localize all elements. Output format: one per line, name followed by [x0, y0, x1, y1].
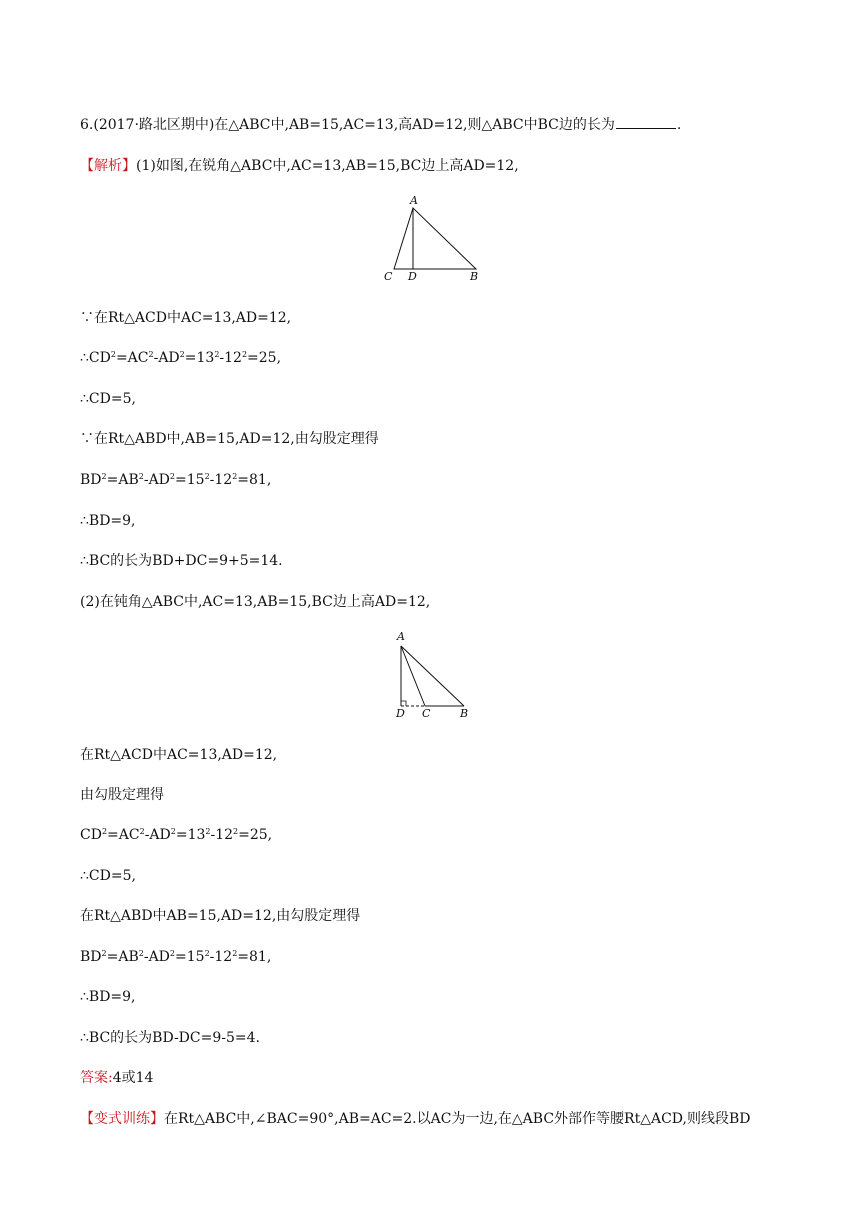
case1-line3: ∴CD=5,	[80, 391, 136, 407]
answer	[80, 1069, 153, 1087]
case1-line5: $BD^2=AB^2-AD^2=15^2-12^2=81$,	[80, 472, 272, 488]
answer-value: 4或14	[112, 1070, 154, 1086]
label-b: B	[470, 270, 479, 283]
label-a: A	[410, 194, 418, 207]
variant-training	[80, 1110, 750, 1128]
case1-line1: ∵在Rt△ACD中AC=13,AD=12,	[80, 310, 292, 326]
problem-text: 6.(2017·路北区期中)在△ABC中,AB=15,AC=13,高AD=12,则△ABC中BC边的长为	[80, 117, 615, 133]
figure-obtuse-triangle	[388, 628, 478, 720]
case2-line3: $CD^2=AC^2-AD^2=13^2-12^2=25$,	[80, 827, 273, 843]
analysis-intro	[80, 157, 519, 175]
triangle-abc	[394, 208, 476, 269]
label-b: B	[460, 707, 469, 720]
variant-text: 在Rt△ABC中,∠BAC=90°,AB=AC=2.以AC为一边,在△ABC外部作等腰Rt△ACD,则线段BD	[164, 1111, 751, 1127]
problem-statement	[80, 116, 681, 134]
case2-line5: 在Rt△ABD中AB=15,AD=12,由勾股定理得	[80, 908, 361, 924]
label-d: D	[396, 707, 405, 720]
case2-line2: 由勾股定理得	[80, 787, 164, 803]
label-c: C	[384, 270, 393, 283]
label-a: A	[397, 630, 405, 643]
case2-line7: ∴BD=9,	[80, 989, 136, 1005]
figure-acute-triangle	[380, 192, 490, 284]
label-d: D	[408, 270, 417, 283]
problem-end: .	[676, 117, 682, 133]
case1-intro: (1)如图,在锐角△ABC中,AC=13,AB=15,BC边上高AD=12,	[136, 158, 519, 174]
label-c: C	[422, 707, 431, 720]
case2-intro: (2)在钝角△ABC中,AC=13,AB=15,BC边上高AD=12,	[80, 594, 431, 610]
right-angle-mark	[401, 701, 406, 706]
analysis-tag: 【解析】	[80, 158, 136, 174]
case1-line2: $\therefore CD^2=AC^2-AD^2=13^2-12^2=25$,	[80, 350, 282, 366]
side-ab	[401, 646, 464, 706]
case1-line4: ∵在Rt△ABD中,AB=15,AD=12,由勾股定理得	[80, 431, 379, 447]
case2-line8: ∴BC的长为BD-DC=9-5=4.	[80, 1030, 260, 1046]
answer-label: 答案:	[80, 1070, 113, 1086]
side-ac	[401, 646, 425, 706]
case2-line1: 在Rt△ACD中AC=13,AD=12,	[80, 747, 278, 763]
case2-line4: ∴CD=5,	[80, 868, 136, 884]
case1-line7: ∴BC的长为BD+DC=9+5=14.	[80, 553, 283, 569]
case2-line6: $BD^2=AB^2-AD^2=15^2-12^2=81$,	[80, 949, 272, 965]
answer-blank	[616, 116, 676, 129]
variant-tag: 【变式训练】	[80, 1111, 164, 1127]
case1-line6: ∴BD=9,	[80, 513, 136, 529]
